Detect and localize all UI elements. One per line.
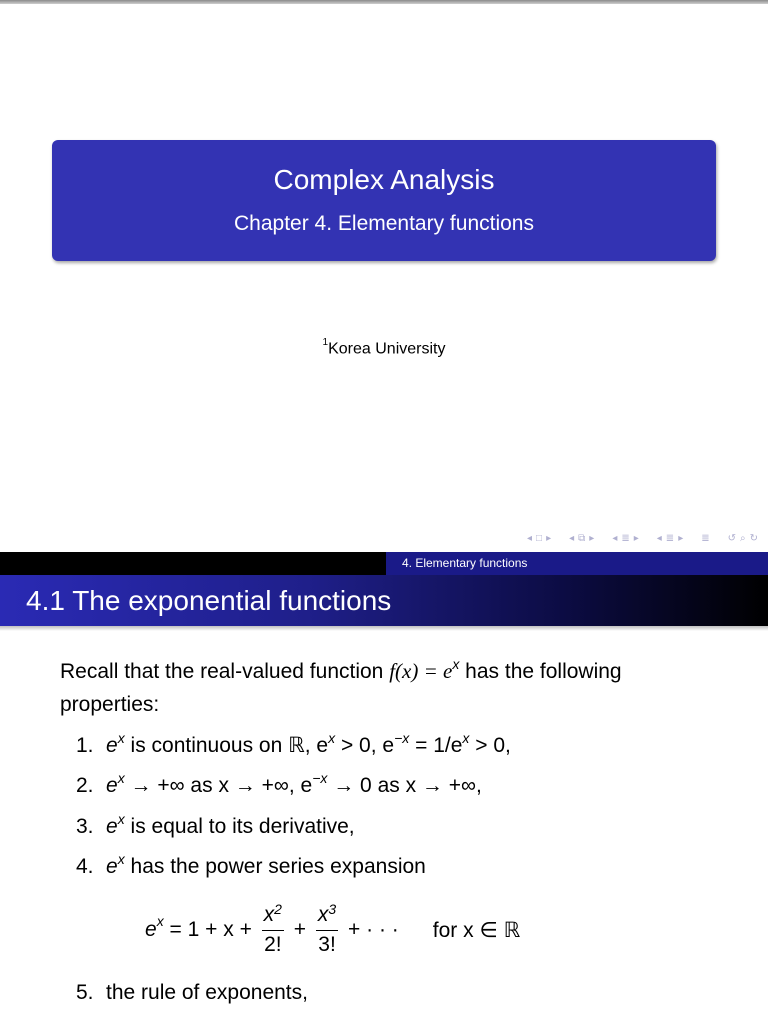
headline-left: [0, 552, 386, 575]
item-number: 1.: [76, 734, 94, 757]
intro-math-sup: x: [452, 656, 460, 672]
intro-line-2: properties:: [60, 693, 160, 716]
item-sup: x: [117, 730, 125, 746]
institute-mark: 1: [322, 337, 329, 348]
slide-subtitle: Chapter 4. Elementary functions: [234, 212, 534, 235]
item-number: 2.: [76, 774, 94, 797]
list-item: [76, 850, 426, 885]
frac1-num-sup: 2: [274, 901, 282, 917]
item-text: → +∞ as x → +∞, e: [124, 774, 313, 797]
list-item: [76, 976, 308, 1010]
item-number: 3.: [76, 815, 94, 838]
item-number: 5.: [76, 981, 94, 1004]
eq-fraction-1: [262, 901, 284, 959]
item-sup: x: [117, 811, 125, 827]
intro-math: f(x) = e: [389, 659, 453, 683]
list-item: [76, 729, 511, 764]
nav-document-icon[interactable]: ≣: [701, 533, 710, 544]
item-math: e: [106, 855, 118, 878]
item-sup: −x: [312, 770, 328, 786]
frame-title-shadow: [0, 626, 768, 631]
nav-forward-icon[interactable]: ↻: [749, 533, 758, 544]
item-text: the rule of exponents,: [106, 981, 308, 1004]
eq-lhs: e: [145, 918, 157, 941]
frac2-num: x: [317, 903, 329, 926]
headline-bar: [0, 552, 768, 575]
item-number: 4.: [76, 855, 94, 878]
nav-slide-icon[interactable]: □: [536, 533, 543, 544]
item-math: e: [106, 815, 118, 838]
item-text: has the power series expansion: [124, 855, 426, 878]
eq-plus: +: [287, 918, 312, 941]
eq-mid: = 1 + x +: [163, 918, 258, 941]
intro-line-1: [60, 654, 622, 690]
frame-title: 4.1 The exponential functions: [0, 575, 768, 626]
item-sup: x: [328, 730, 336, 746]
slide-title: Complex Analysis: [273, 164, 495, 195]
nav-prev-frame-icon[interactable]: ◂: [569, 533, 575, 544]
item-text: is equal to its derivative,: [124, 815, 355, 838]
item-text: > 0,: [469, 734, 511, 757]
content-slide: [0, 552, 768, 1024]
item-sup: x: [117, 770, 125, 786]
power-series-equation: [145, 894, 520, 966]
nav-prev-subsection-icon[interactable]: ◂: [612, 533, 618, 544]
item-sup: x: [117, 851, 125, 867]
nav-next-frame-icon[interactable]: ▸: [589, 533, 595, 544]
item-math: e: [106, 774, 118, 797]
institute: [0, 339, 768, 358]
frac2-num-sup: 3: [328, 901, 337, 917]
nav-next-subsection-icon[interactable]: ▸: [633, 533, 639, 544]
intro-text: Recall that the real-valued function: [60, 660, 390, 683]
eq-fraction-2: [316, 901, 338, 959]
title-slide: [0, 4, 768, 552]
nav-search-icon[interactable]: ⌕: [740, 533, 746, 544]
list-item: [76, 810, 355, 845]
headline-section: 4. Elementary functions: [386, 552, 768, 575]
frac1-den: 2!: [264, 933, 282, 956]
nav-back-icon[interactable]: ↺: [727, 533, 736, 544]
nav-next-slide-icon[interactable]: ▸: [546, 533, 552, 544]
institute-name: Korea University: [328, 340, 446, 358]
nav-prev-slide-icon[interactable]: ◂: [527, 533, 533, 544]
item-sup: x: [462, 730, 470, 746]
frac2-den: 3!: [318, 933, 336, 956]
nav-prev-section-icon[interactable]: ◂: [656, 533, 662, 544]
item-text: → 0 as x → +∞,: [327, 774, 482, 797]
item-text: is continuous on ℝ, e: [124, 734, 329, 757]
nav-next-section-icon[interactable]: ▸: [678, 533, 684, 544]
nav-frame-icon[interactable]: ⧉: [578, 533, 586, 544]
nav-subsection-icon[interactable]: ≣: [621, 533, 630, 544]
title-box: [52, 140, 716, 261]
eq-condition: for x ∈ ℝ: [432, 918, 521, 942]
item-math: e: [106, 734, 118, 757]
frac1-num: x: [263, 903, 275, 926]
item-sup: −x: [394, 730, 410, 746]
list-item: [76, 769, 482, 804]
eq-tail: + · · ·: [342, 918, 399, 941]
item-text: = 1/e: [409, 734, 463, 757]
intro-text-2: has the following: [459, 660, 622, 683]
item-text: > 0, e: [335, 734, 395, 757]
nav-section-icon[interactable]: ≣: [665, 533, 675, 544]
eq-lhs-sup: x: [156, 913, 164, 929]
beamer-navigation: [525, 531, 760, 547]
